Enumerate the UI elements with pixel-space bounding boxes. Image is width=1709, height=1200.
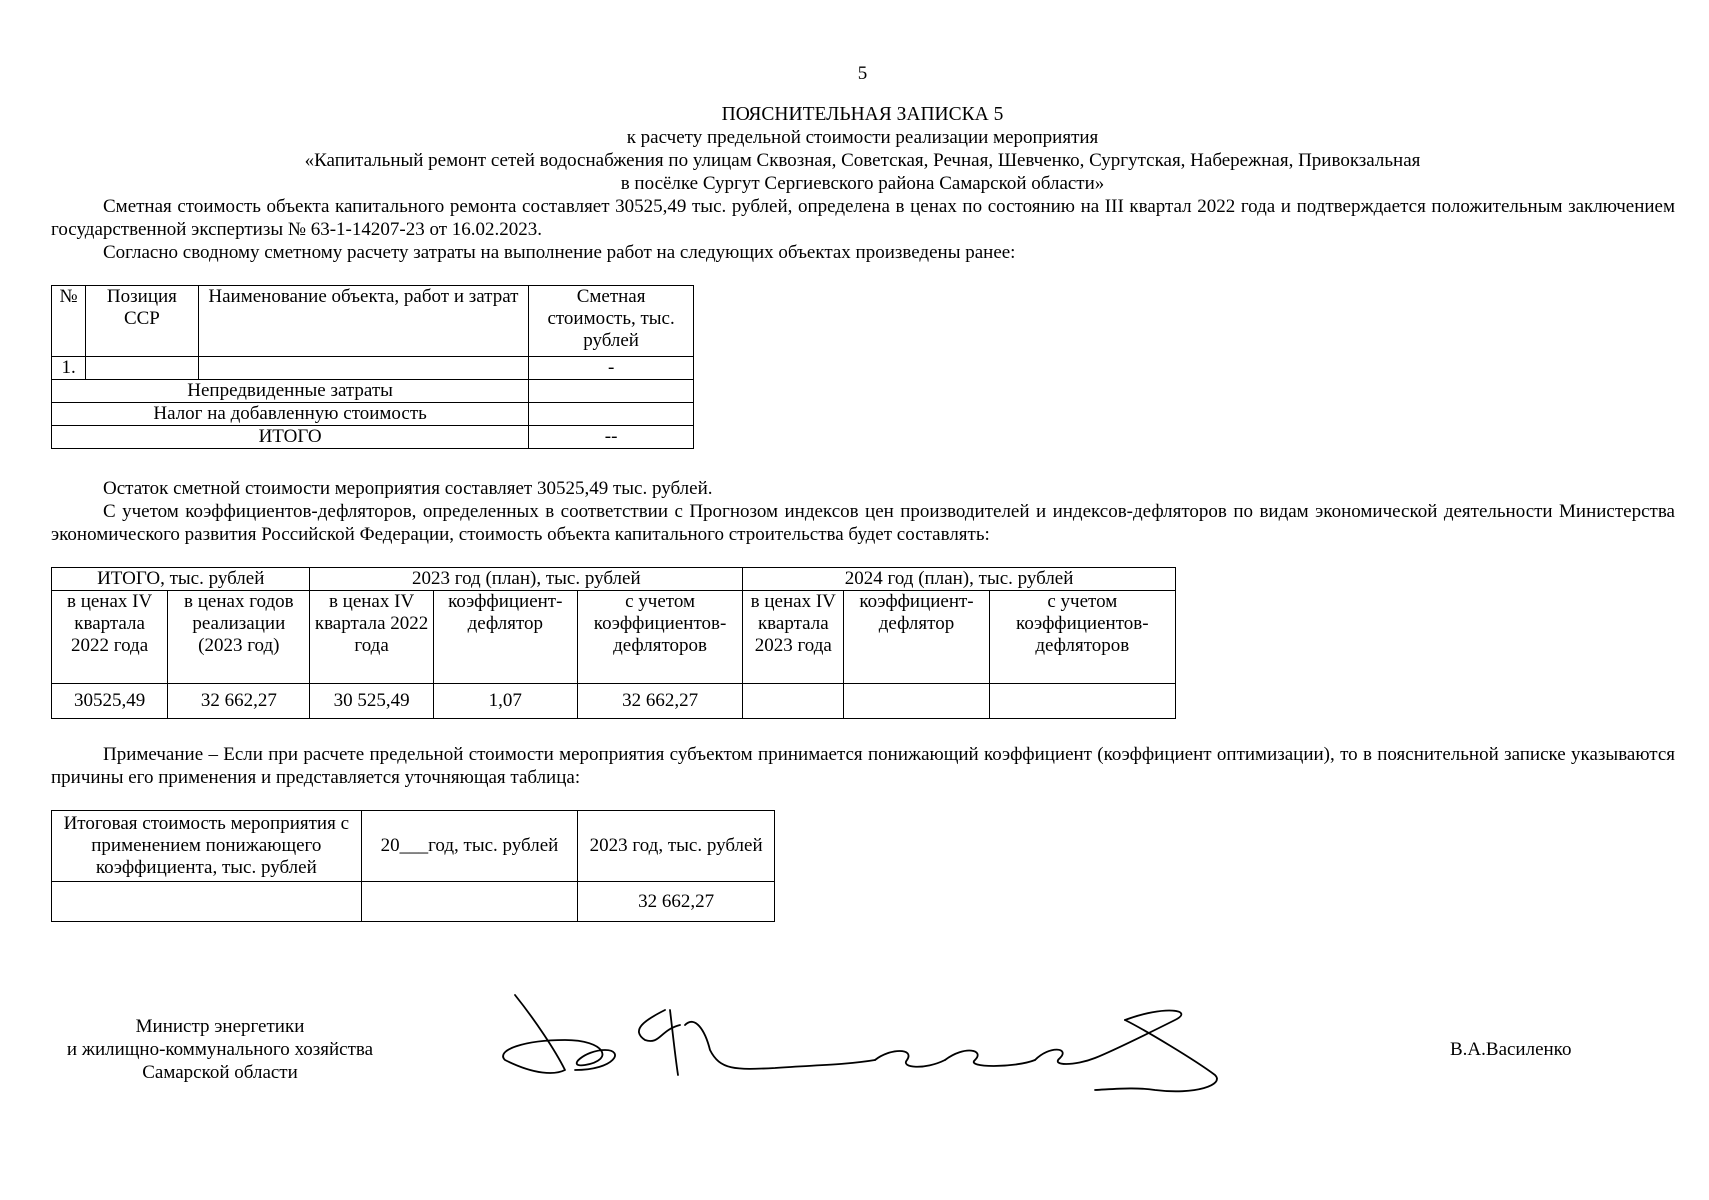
t2-group-total: ИТОГО, тыс. рублей (52, 568, 310, 591)
t2-sub-header: с учетом коэффициентов-дефляторов (577, 591, 742, 684)
t2-group-2023: 2023 год (план), тыс. рублей (310, 568, 743, 591)
t1-row1-position (86, 357, 199, 380)
t2-value: 30525,49 (52, 684, 168, 719)
t1-vat-label: Налог на добавленную стоимость (52, 403, 529, 426)
t2-sub-header: в ценах IV квартала 2022 года (310, 591, 433, 684)
previous-costs-table (51, 285, 694, 449)
t1-header-name: Наименование объекта, работ и затрат (198, 286, 529, 357)
header-line-1: к расчету предельной стоимости реализации мероприятия (626, 127, 1099, 148)
paragraph-remaining: Остаток сметной стоимости мероприятия составляет 30525,49 тыс. рублей. (103, 478, 713, 499)
header-line-3: в посёлке Сургут Сергиевского района Самарской области» (620, 173, 1105, 194)
signatory-name: В.А.Василенко (1450, 1039, 1572, 1060)
t2-value (743, 684, 844, 719)
t2-value: 32 662,27 (577, 684, 742, 719)
t2-sub-header: в ценах IV квартала 2023 года (743, 591, 844, 684)
t1-header-number: № (52, 286, 86, 357)
t2-sub-header: в ценах IV квартала 2022 года (52, 591, 168, 684)
position-line-3: Самарской области (142, 1062, 298, 1083)
t3-value-total (52, 882, 362, 922)
t1-unforeseen-label: Непредвиденные затраты (52, 380, 529, 403)
t3-value-year (361, 882, 578, 922)
t1-unforeseen-value (529, 380, 694, 403)
position-line-2: и жилищно-коммунального хозяйства (66, 1039, 374, 1060)
t2-value (989, 684, 1175, 719)
t2-group-2024: 2024 год (план), тыс. рублей (743, 568, 1176, 591)
document-title: ПОЯСНИТЕЛЬНАЯ ЗАПИСКА 5 (721, 104, 1004, 125)
handwritten-signature (495, 990, 1235, 1100)
paragraph-deflators: С учетом коэффициентов-дефляторов, определенных в соответствии с Прогнозом индексов цен производителей и индексов-дефляторов по видам экономической деятельности Министерства экономического развития Российской Федерации, стоимость объекта капитального строительства будет составлять: (51, 501, 1675, 545)
signatory-position (50, 1015, 390, 1084)
deflated-cost-table (51, 567, 1176, 719)
header-line-2: «Капитальный ремонт сетей водоснабжения по улицам Сквозная, Советская, Речная, Шевченко, Сургутская, Набережная, Привокзальная (304, 150, 1421, 171)
t1-header-position: Позиция ССР (86, 286, 199, 357)
t3-header-2023: 2023 год, тыс. рублей (578, 811, 775, 882)
paragraph-note: Примечание – Если при расчете предельной стоимости мероприятия субъектом принимается понижающий коэффициент (коэффициент оптимизации), то в пояснительной записке указываются причины его применения и представляется уточняющая таблица: (51, 744, 1675, 788)
t1-total-label: ИТОГО (52, 426, 529, 449)
t2-value: 32 662,27 (168, 684, 310, 719)
position-line-1: Министр энергетики (135, 1016, 305, 1037)
document-header (0, 103, 1709, 195)
t2-value: 30 525,49 (310, 684, 433, 719)
t2-sub-header: с учетом коэффициентов-дефляторов (989, 591, 1175, 684)
page-number: 5 (857, 63, 868, 84)
t1-row1-number: 1. (52, 357, 86, 380)
t1-row1-cost: - (529, 357, 694, 380)
t2-value: 1,07 (433, 684, 577, 719)
t3-header-year: 20___год, тыс. рублей (361, 811, 578, 882)
t1-total-value: -- (529, 426, 694, 449)
t3-header-total: Итоговая стоимость мероприятия с применением понижающего коэффициента, тыс. рублей (52, 811, 362, 882)
t1-row1-name (198, 357, 529, 380)
t1-vat-value (529, 403, 694, 426)
t1-header-cost: Сметная стоимость, тыс. рублей (529, 286, 694, 357)
t2-sub-header: в ценах годов реализации (2023 год) (168, 591, 310, 684)
t3-value-2023: 32 662,27 (578, 882, 775, 922)
reduced-cost-table (51, 810, 775, 922)
paragraph-estimate: Сметная стоимость объекта капитального ремонта составляет 30525,49 тыс. рублей, определена в ценах по состоянию на III квартал 2022 года и подтверждается положительным заключением государственной экспертизы № 63-1-14207-23 от 16.02.2023. (51, 196, 1675, 240)
t2-sub-header: коэффициент-дефлятор (844, 591, 989, 684)
paragraph-previous-costs: Согласно сводному сметному расчету затраты на выполнение работ на следующих объектах произведены ранее: (103, 242, 1016, 263)
t2-sub-header: коэффициент-дефлятор (433, 591, 577, 684)
t2-value (844, 684, 989, 719)
